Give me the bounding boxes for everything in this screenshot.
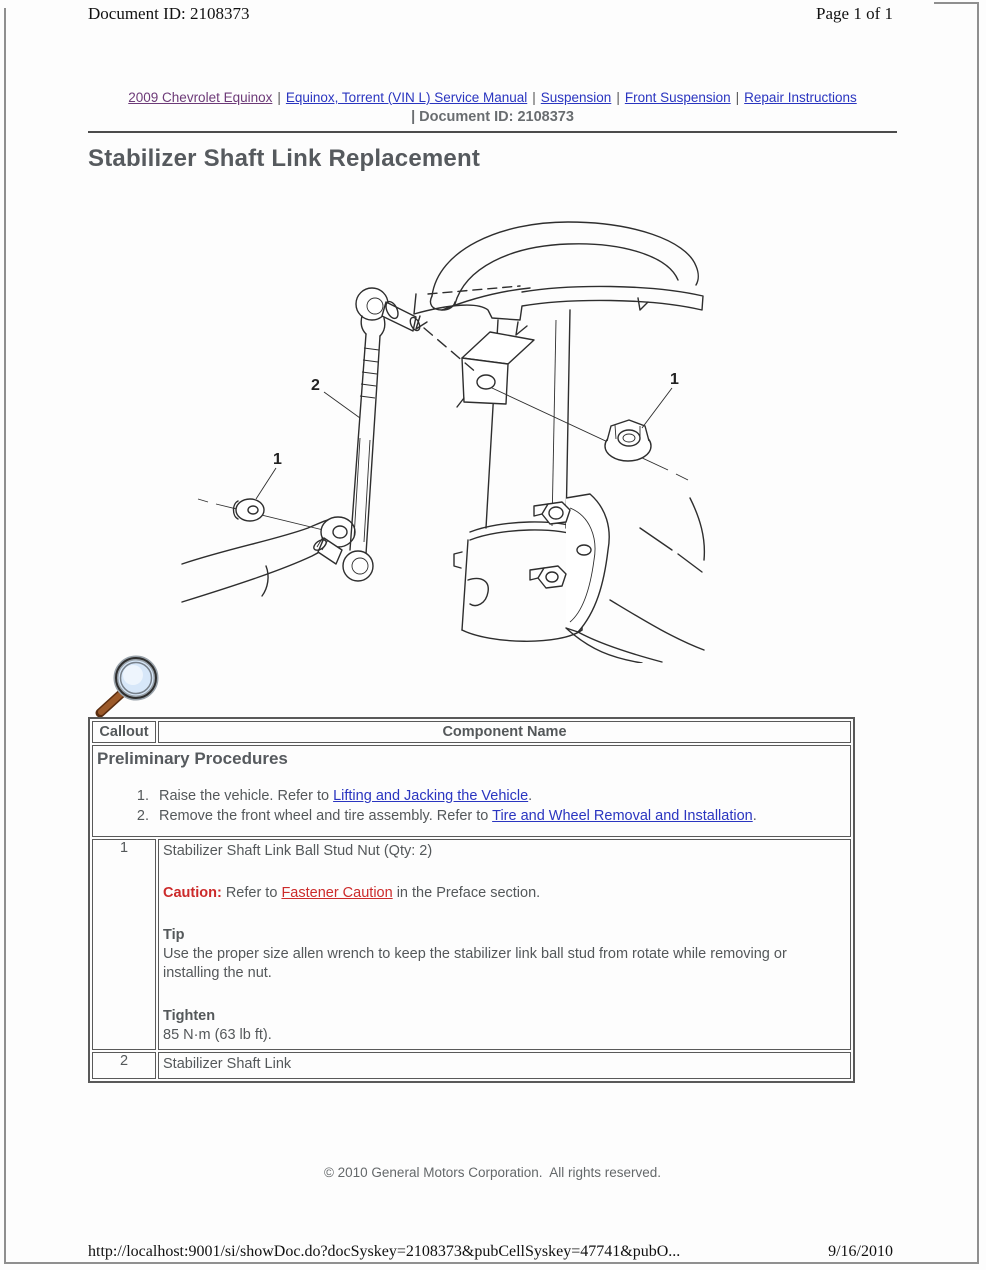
tighten-block bbox=[163, 1007, 844, 1045]
page-title: Stabilizer Shaft Link Replacement bbox=[88, 145, 481, 172]
breadcrumb-link-repair-instructions[interactable]: Repair Instructions bbox=[744, 90, 857, 105]
preliminary-steps-list bbox=[97, 787, 844, 826]
tip-text: Use the proper size allen wrench to keep the stabilizer link ball stud from rotate while removing or installing the nut. bbox=[163, 946, 787, 981]
print-header bbox=[88, 4, 893, 24]
preliminary-procedures-row bbox=[92, 745, 851, 837]
step-text: Raise the vehicle. Refer to bbox=[159, 788, 334, 804]
stabilizer-link-diagram bbox=[170, 198, 710, 663]
breadcrumb-document-id: | Document ID: 2108373 bbox=[411, 109, 574, 125]
breadcrumb-link-front-suspension[interactable]: Front Suspension bbox=[624, 90, 731, 105]
header-divider bbox=[88, 131, 897, 133]
preliminary-procedures-heading: Preliminary Procedures bbox=[97, 749, 288, 768]
copyright-notice: © 2010 General Motors Corporation. All rights reserved. bbox=[323, 1165, 662, 1180]
diagram-callout-1-left: 1 bbox=[273, 451, 282, 468]
table-row bbox=[92, 1052, 851, 1079]
component-cell-2: Stabilizer Shaft Link bbox=[158, 1052, 851, 1079]
preliminary-step-2 bbox=[153, 807, 844, 827]
preliminary-step-1 bbox=[153, 787, 844, 807]
breadcrumb-separator: | bbox=[277, 90, 281, 105]
strut-assembly-illustration bbox=[170, 198, 710, 663]
page-edge-right bbox=[977, 2, 979, 1264]
component-table bbox=[88, 717, 855, 1083]
callout-cell-1: 1 bbox=[92, 839, 156, 1050]
breadcrumb-separator: | bbox=[616, 90, 620, 105]
tip-block bbox=[163, 926, 844, 983]
breadcrumb-link-suspension[interactable]: Suspension bbox=[540, 90, 612, 105]
magnifier-icon[interactable] bbox=[92, 655, 164, 719]
caution-block bbox=[163, 884, 844, 903]
step-text: Remove the front wheel and tire assembly. Refer to bbox=[159, 807, 493, 824]
callout-cell-2: 2 bbox=[92, 1052, 156, 1079]
print-header-doc-id: Document ID: 2108373 bbox=[88, 4, 250, 23]
link-lifting-and-jacking[interactable]: Lifting and Jacking the Vehicle bbox=[333, 788, 529, 804]
tighten-value: 85 N·m (63 lb ft). bbox=[163, 1027, 272, 1043]
link-tire-wheel-removal[interactable]: Tire and Wheel Removal and Installation bbox=[492, 807, 753, 824]
breadcrumb-separator: | bbox=[532, 90, 536, 105]
diagram-callout-2: 2 bbox=[311, 377, 320, 394]
caution-text: Refer to bbox=[221, 885, 282, 901]
column-header-callout: Callout bbox=[92, 721, 156, 743]
print-footer-url: http://localhost:9001/si/showDoc.do?docSyskey=2108373&pubCellSyskey=47741&pubO... bbox=[88, 1243, 681, 1260]
print-footer bbox=[88, 1243, 893, 1261]
link-fastener-caution[interactable]: Fastener Caution bbox=[281, 885, 393, 901]
page-edge-bottom bbox=[4, 1262, 979, 1264]
component-cell-1 bbox=[158, 839, 851, 1050]
breadcrumb-separator: | bbox=[735, 90, 740, 105]
table-header-row bbox=[92, 721, 851, 743]
step-text-end: . bbox=[752, 807, 757, 824]
breadcrumb bbox=[88, 89, 897, 126]
breadcrumb-link-service-manual[interactable]: Equinox, Torrent (VIN L) Service Manual bbox=[285, 90, 528, 105]
print-header-page-count: Page 1 of 1 bbox=[816, 4, 893, 23]
breadcrumb-link-vehicle[interactable]: 2009 Chevrolet Equinox bbox=[128, 90, 273, 105]
diagram-callout-1-right: 1 bbox=[670, 371, 679, 388]
tip-label: Tip bbox=[163, 927, 185, 943]
caution-label: Caution: bbox=[163, 885, 222, 901]
breadcrumb-links bbox=[88, 89, 897, 107]
print-footer-date: 9/16/2010 bbox=[828, 1243, 893, 1260]
tighten-label: Tighten bbox=[163, 1008, 216, 1024]
step-text-end: . bbox=[528, 788, 533, 804]
caution-text-end: in the Preface section. bbox=[392, 885, 541, 901]
component-name: Stabilizer Shaft Link Ball Stud Nut (Qty: 2) bbox=[163, 843, 433, 859]
page-edge-top bbox=[934, 2, 979, 4]
column-header-component-name: Component Name bbox=[158, 721, 851, 743]
page-edge-left bbox=[4, 8, 6, 1264]
table-row bbox=[92, 839, 851, 1050]
